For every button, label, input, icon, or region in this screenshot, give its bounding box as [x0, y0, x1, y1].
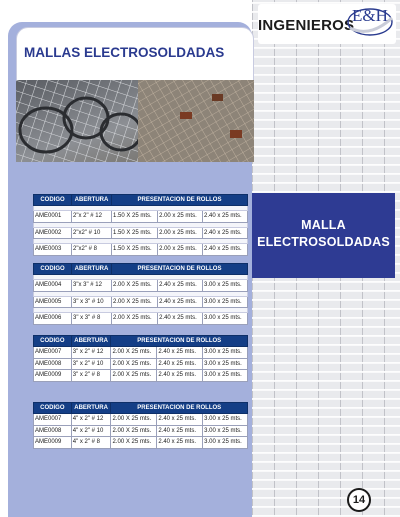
cell-roll-1: 2.00 X 25 mts. [112, 280, 158, 292]
cell-roll-2: 2.40 x 25 mts. [158, 280, 203, 292]
table-row [34, 244, 248, 256]
cell-roll-1: 1.50 X 25 mts. [112, 244, 158, 256]
cell-roll-3: 2.40 x 25 mts. [203, 244, 248, 256]
cell-abertura: 2"x2" # 8 [72, 244, 112, 256]
cell-codigo: AME0003 [34, 244, 72, 256]
cell-roll-3: 3.00 x 25 mts. [203, 414, 248, 426]
header-presentacion: PRESENTACION DE ROLLOS [111, 336, 248, 347]
cell-roll-3: 2.40 x 25 mts. [203, 211, 248, 223]
page-number: 14 [347, 488, 371, 512]
cell-codigo: AME0009 [34, 437, 72, 449]
cell-roll-2: 2.40 x 25 mts. [158, 313, 203, 325]
table-header-row [34, 336, 248, 347]
table-header-row [34, 264, 248, 275]
cell-codigo: AME0008 [34, 358, 72, 370]
cell-roll-1: 2.00 X 25 mts. [111, 358, 157, 370]
table-header-row [34, 195, 248, 206]
table-row [34, 370, 248, 382]
cell-roll-3: 2.40 x 25 mts. [203, 227, 248, 239]
header-presentacion: PRESENTACION DE ROLLOS [111, 403, 248, 414]
header-codigo: CODIGO [34, 195, 72, 206]
cell-abertura: 4" x 2" # 8 [71, 437, 111, 449]
cell-abertura: 4" x 2" # 12 [71, 414, 111, 426]
table-row [34, 313, 248, 325]
cell-codigo: AME0009 [34, 370, 72, 382]
cell-codigo: AME0006 [34, 313, 72, 325]
cell-abertura: 3" x 2" # 8 [71, 370, 111, 382]
header-codigo: CODIGO [34, 264, 72, 275]
cell-roll-1: 2.00 X 25 mts. [111, 370, 157, 382]
cell-roll-2: 2.00 x 25 mts. [158, 244, 203, 256]
cell-roll-2: 2.40 x 25 mts. [157, 358, 203, 370]
cell-roll-2: 2.00 x 25 mts. [158, 211, 203, 223]
company-logo [258, 4, 396, 44]
cell-roll-1: 2.00 X 25 mts. [111, 414, 157, 426]
logo-mark-text: E&H [352, 6, 388, 25]
cell-roll-3: 3.00 x 25 mts. [203, 313, 248, 325]
table-row [34, 358, 248, 370]
header-codigo: CODIGO [34, 403, 72, 414]
cell-roll-3: 3.00 x 25 mts. [203, 425, 248, 437]
table-row [34, 211, 248, 223]
cell-codigo: AME0002 [34, 227, 72, 239]
cell-roll-3: 3.00 x 25 mts. [203, 296, 248, 308]
cell-codigo: AME0005 [34, 296, 72, 308]
cell-abertura: 3" x 2" # 12 [71, 347, 111, 359]
cell-roll-1: 2.00 X 25 mts. [111, 425, 157, 437]
cell-roll-3: 3.00 x 25 mts. [203, 370, 248, 382]
cell-codigo: AME0007 [34, 347, 72, 359]
header-abertura: ABERTURA [72, 264, 112, 275]
logo-text: INGENIEROS [258, 17, 355, 34]
table-row [34, 414, 248, 426]
mesh-table-3 [33, 335, 248, 382]
cell-codigo: AME0004 [34, 280, 72, 292]
header-abertura: ABERTURA [71, 403, 111, 414]
cell-roll-2: 2.40 x 25 mts. [157, 347, 203, 359]
table-row [34, 425, 248, 437]
cell-abertura: 3" x 2" # 10 [71, 358, 111, 370]
cell-roll-2: 2.40 x 25 mts. [158, 296, 203, 308]
cell-abertura: 4" x 2" # 10 [71, 425, 111, 437]
banner-line-1: MALLA [301, 218, 346, 232]
cell-roll-2: 2.40 x 25 mts. [157, 370, 203, 382]
mesh-table-2 [33, 263, 248, 325]
mesh-table-4 [33, 402, 248, 449]
header-presentacion: PRESENTACION DE ROLLOS [112, 195, 248, 206]
header-presentacion: PRESENTACION DE ROLLOS [112, 264, 248, 275]
cell-roll-3: 3.00 x 25 mts. [203, 280, 248, 292]
banner-line-2: ELECTROSOLDADAS [257, 235, 390, 249]
header-codigo: CODIGO [34, 336, 72, 347]
cell-codigo: AME0007 [34, 414, 72, 426]
cell-codigo: AME0001 [34, 211, 72, 223]
table-row [34, 227, 248, 239]
cell-abertura: 3"x 3" # 12 [72, 280, 112, 292]
header-abertura: ABERTURA [71, 336, 111, 347]
cell-abertura: 3" x 3" # 8 [72, 313, 112, 325]
cell-abertura: 2"x2" # 10 [72, 227, 112, 239]
cell-roll-1: 2.00 X 25 mts. [111, 347, 157, 359]
cell-abertura: 3" x 3" # 10 [72, 296, 112, 308]
cell-roll-2: 2.40 x 25 mts. [157, 425, 203, 437]
cell-roll-1: 1.50 X 25 mts. [112, 227, 158, 239]
cell-roll-2: 2.00 x 25 mts. [158, 227, 203, 239]
cell-roll-1: 2.00 X 25 mts. [112, 313, 158, 325]
cell-abertura: 2"x 2" # 12 [72, 211, 112, 223]
wire-mesh-photo-icon [16, 80, 254, 162]
cell-roll-1: 1.50 X 25 mts. [112, 211, 158, 223]
table-row [34, 437, 248, 449]
header-abertura: ABERTURA [72, 195, 112, 206]
cell-roll-3: 3.00 x 25 mts. [203, 358, 248, 370]
cell-roll-2: 2.40 x 25 mts. [157, 414, 203, 426]
cell-roll-1: 2.00 X 25 mts. [111, 437, 157, 449]
mesh-table-1 [33, 194, 248, 256]
page-title: MALLAS ELECTROSOLDADAS [24, 45, 225, 60]
cell-roll-1: 2.00 X 25 mts. [112, 296, 158, 308]
table-row [34, 347, 248, 359]
cell-roll-3: 3.00 x 25 mts. [203, 437, 248, 449]
table-row [34, 296, 248, 308]
cell-codigo: AME0008 [34, 425, 72, 437]
table-header-row [34, 403, 248, 414]
cell-roll-3: 3.00 x 25 mts. [203, 347, 248, 359]
cell-roll-2: 2.40 x 25 mts. [157, 437, 203, 449]
wire-mesh-photo [16, 80, 254, 162]
table-row [34, 280, 248, 292]
